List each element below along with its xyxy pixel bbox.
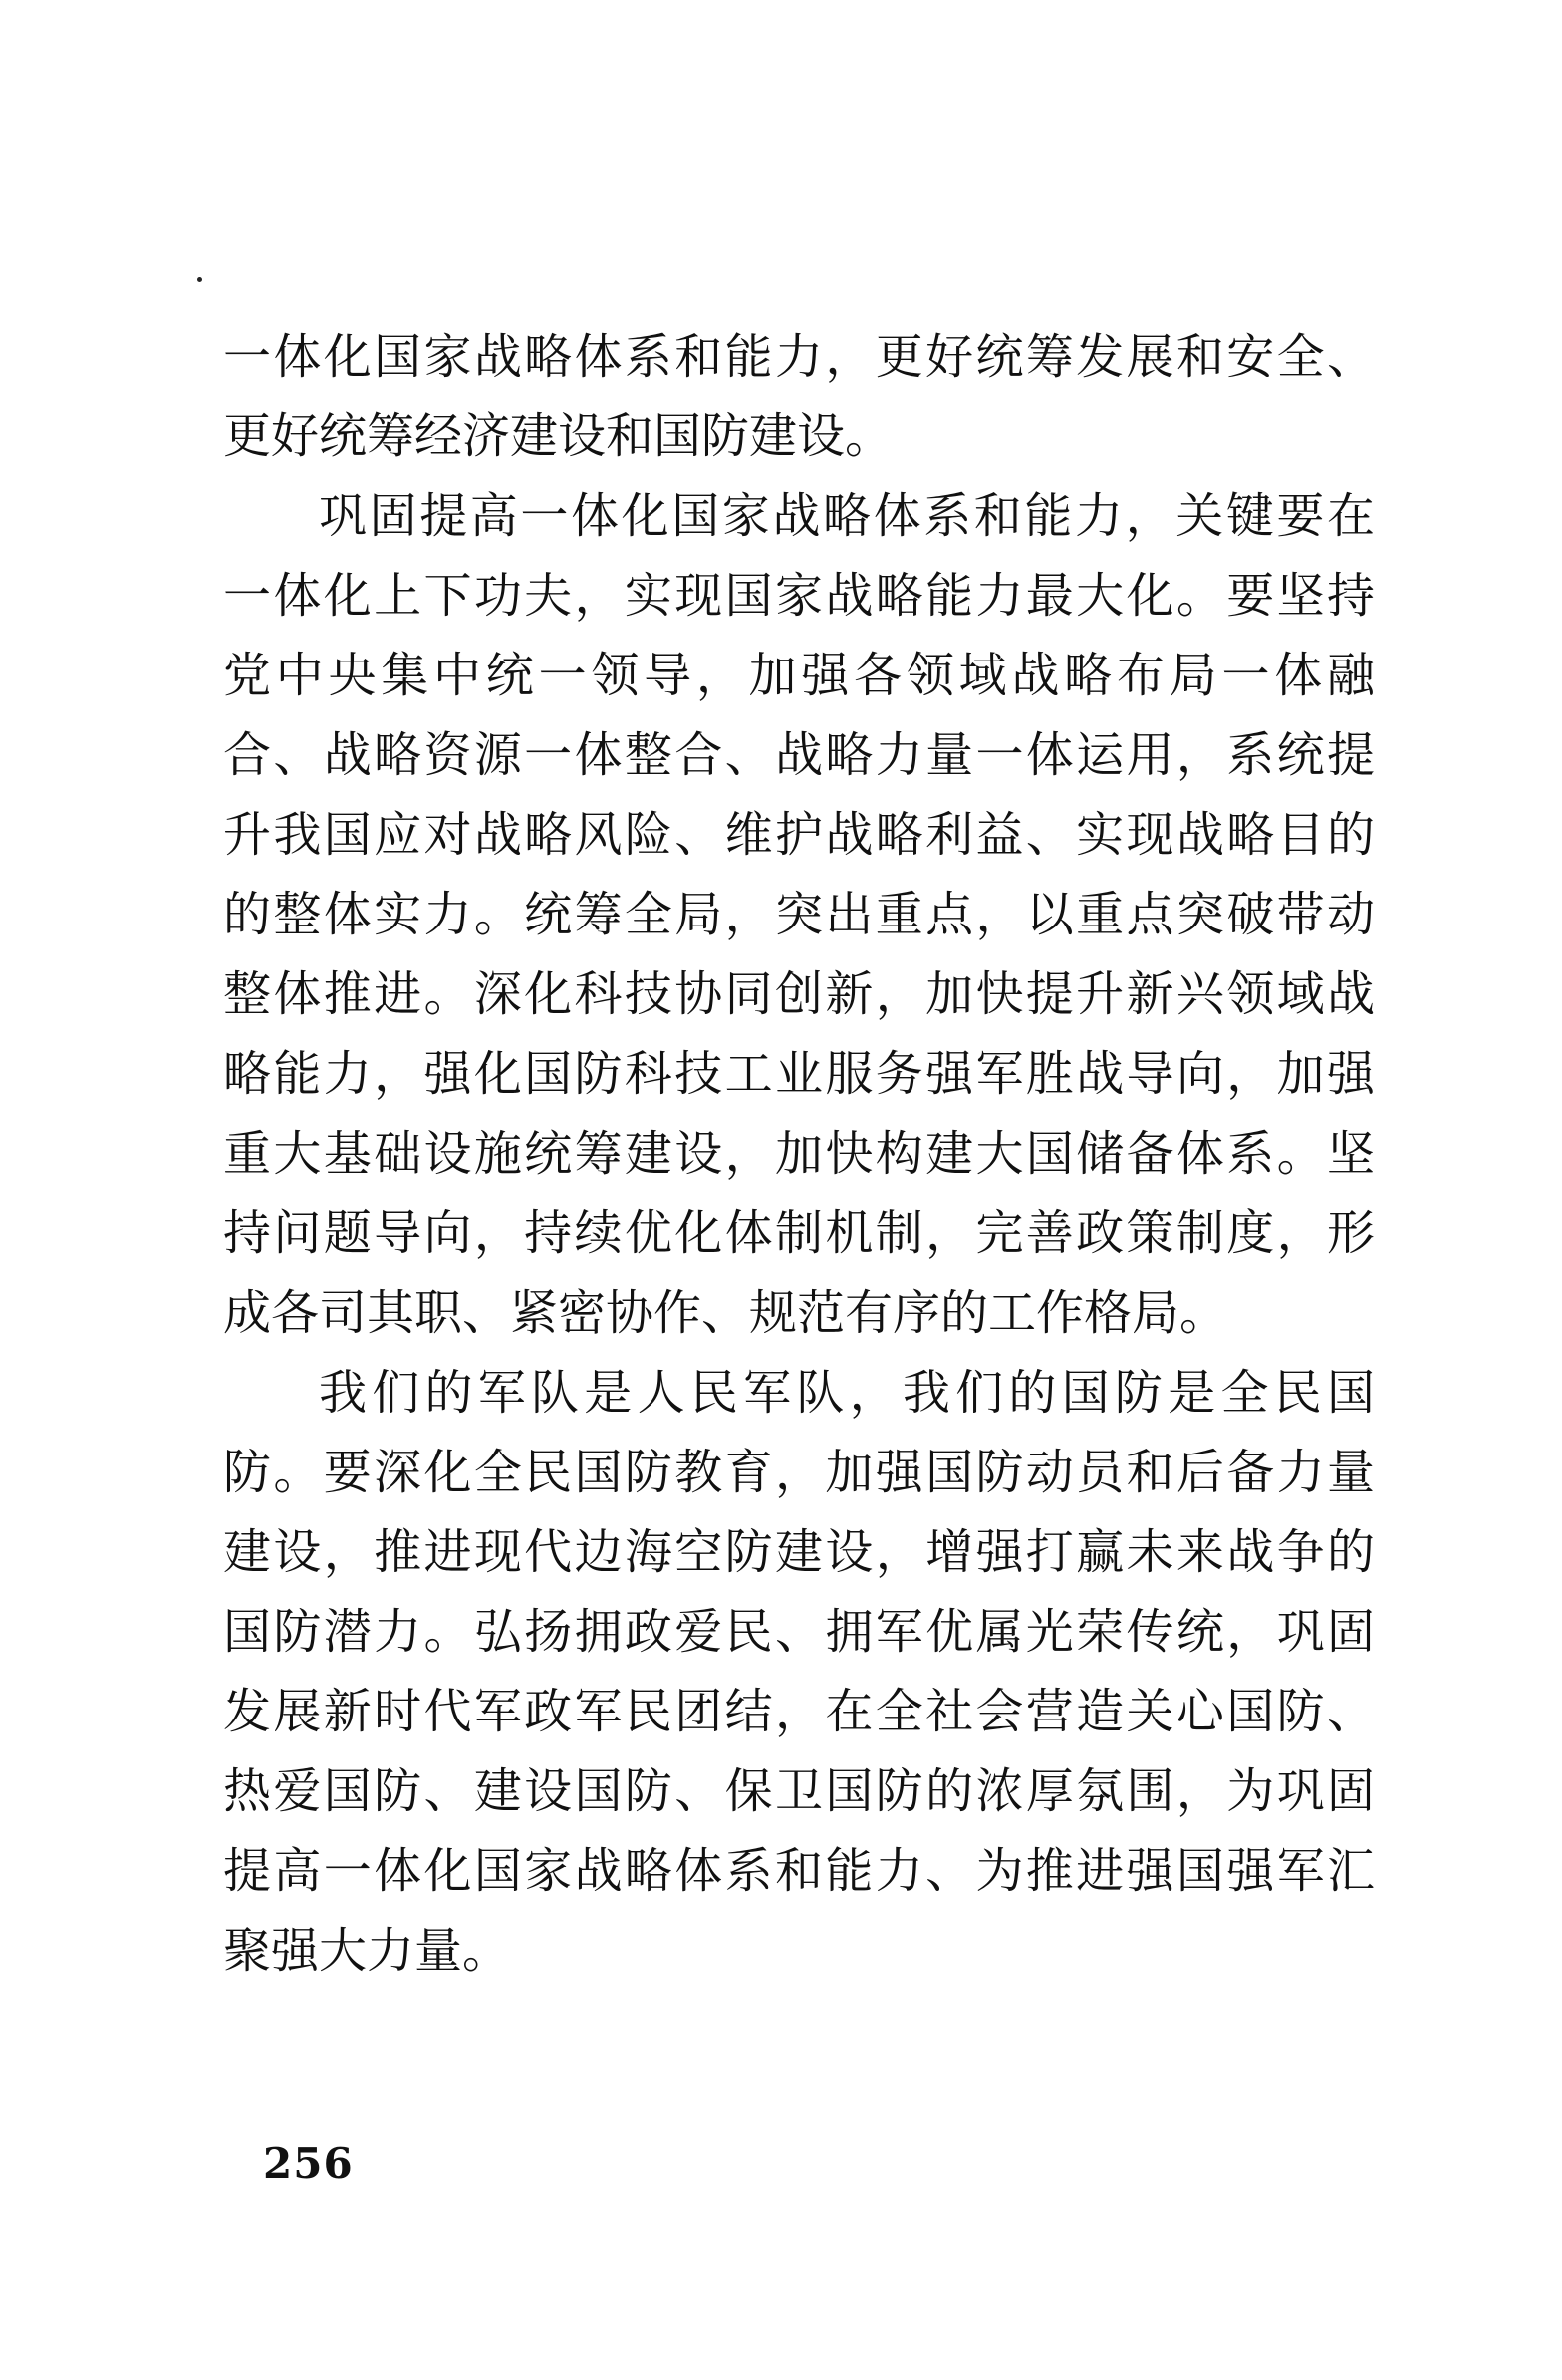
text-line: 我们的军队是人民军队，我们的国防是全民国 bbox=[319, 1365, 1375, 1421]
body-text bbox=[223, 317, 1375, 1990]
text-line: 整体推进。深化科技协同创新，加快提升新兴领域战 bbox=[223, 966, 1375, 1022]
page-number: 256 bbox=[263, 2139, 354, 2188]
text-line: 的整体实力。统筹全局，突出重点，以重点突破带动 bbox=[223, 887, 1375, 942]
text-line: 一体化上下功夫，实现国家战略能力最大化。要坚持 bbox=[223, 568, 1375, 624]
text-line: 更好统筹经济建设和国防建设。 bbox=[223, 408, 894, 464]
text-line: 持问题导向，持续优化体制机制，完善政策制度，形 bbox=[223, 1205, 1375, 1261]
text-line: 提高一体化国家战略体系和能力、为推进强国强军汇 bbox=[223, 1843, 1375, 1899]
text-line: 热爱国防、建设国防、保卫国防的浓厚氛围，为巩固 bbox=[223, 1763, 1375, 1819]
text-line: 升我国应对战略风险、维护战略利益、实现战略目的 bbox=[223, 807, 1375, 863]
text-line: 建设，推进现代边海空防建设，增强打赢未来战争的 bbox=[223, 1524, 1375, 1580]
text-line: 党中央集中统一领导，加强各领域战略布局一体融 bbox=[223, 648, 1375, 703]
text-line: 合、战略资源一体整合、战略力量一体运用，系统提 bbox=[223, 727, 1375, 783]
print-mark bbox=[197, 277, 202, 282]
text-line: 国防潜力。弘扬拥政爱民、拥军优属光荣传统，巩固 bbox=[223, 1604, 1375, 1660]
text-line: 略能力，强化国防科技工业服务强军胜战导向，加强 bbox=[223, 1046, 1375, 1102]
text-line: 成各司其职、紧密协作、规范有序的工作格局。 bbox=[223, 1285, 1228, 1341]
text-line: 防。要深化全民国防教育，加强国防动员和后备力量 bbox=[223, 1445, 1375, 1500]
text-line: 重大基础设施统筹建设，加快构建大国储备体系。坚 bbox=[223, 1126, 1375, 1182]
text-line: 发展新时代军政军民团结，在全社会营造关心国防、 bbox=[223, 1684, 1375, 1739]
text-line: 一体化国家战略体系和能力，更好统筹发展和安全、 bbox=[223, 329, 1375, 385]
text-line: 巩固提高一体化国家战略体系和能力，关键要在 bbox=[319, 488, 1375, 544]
text-line: 聚强大力量。 bbox=[223, 1923, 511, 1979]
